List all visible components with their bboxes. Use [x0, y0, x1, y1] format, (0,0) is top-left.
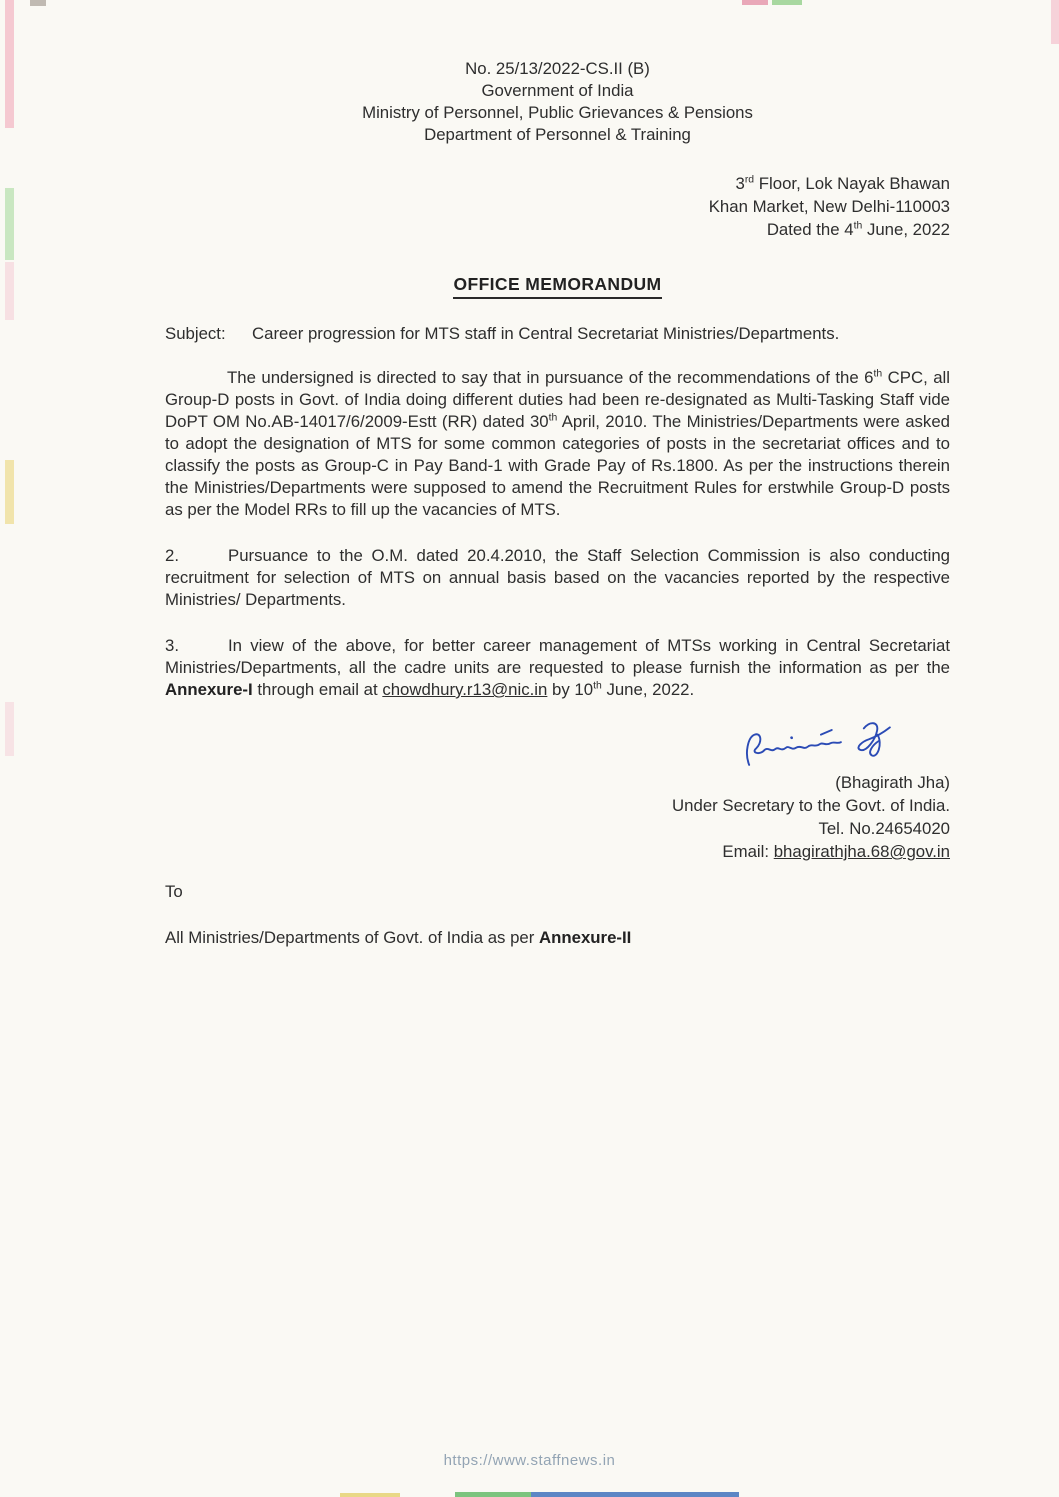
- scan-artifact: [5, 0, 14, 128]
- address-line-city: Khan Market, New Delhi-110003: [708, 197, 950, 216]
- paragraph-text: through email at: [252, 680, 383, 699]
- annexure-1-reference: Annexure-I: [165, 680, 253, 699]
- signature-block: [165, 719, 950, 863]
- paragraph-text: by 10: [547, 680, 594, 699]
- scan-artifact: [340, 1493, 400, 1497]
- reference-number: No. 25/13/2022-CS.II (B): [465, 59, 650, 78]
- email-link[interactable]: chowdhury.r13@nic.in: [382, 680, 548, 699]
- org-line-department: Department of Personnel & Training: [424, 125, 691, 144]
- signatory-email-line: [165, 840, 950, 863]
- scan-artifact: [1051, 0, 1059, 44]
- paragraph-number: 2.: [165, 546, 179, 565]
- paragraph-text: April, 2010. The Ministries/Departments were asked to adopt the designation of MTS for some common categories of posts in the secretariat offices and to classify the posts as Group-C in Pay Band-1 with Grade Pay of Rs.1800. As per the instructions therein the Ministries/Departments were supposed to amend the Recruitment Rules for erstwhile Group-D posts as per the Model RRs to fill up the vacancies of MTS.: [165, 412, 950, 519]
- paragraph-text: CPC, all Group-D posts in Govt. of India doing different duties had been re-designated as Multi-Tasking Staff vide DoPT OM No.AB-14017/6/2009-Estt (RR) dated 30: [165, 368, 950, 431]
- distribution-line: [165, 927, 950, 949]
- watermark-url[interactable]: https://www.staffnews.in: [443, 1452, 616, 1469]
- superscript-ordinal: th: [873, 368, 883, 380]
- subject-text: Career progression for MTS staff in Central Secretariat Ministries/Departments.: [252, 324, 840, 343]
- scan-artifact: [742, 0, 768, 5]
- document-body: [165, 58, 950, 949]
- paragraph-text: Pursuance to the O.M. dated 20.4.2010, the Staff Selection Commission is also conducting recruitment for selection of MTS on annual basis based on the vacancies reported by the respective Ministries/ Departments.: [165, 546, 950, 609]
- superscript-ordinal: th: [548, 412, 558, 424]
- paragraph-3: [165, 635, 950, 701]
- scan-artifact: [455, 1492, 531, 1497]
- signatory-telephone: Tel. No.24654020: [818, 819, 950, 838]
- paragraph-2: [165, 545, 950, 611]
- org-line-government: Government of India: [481, 81, 634, 100]
- signatory-email-link[interactable]: bhagirathjha.68@gov.in: [773, 842, 950, 861]
- scan-artifact: [5, 702, 14, 756]
- paragraph-number: 3.: [165, 636, 179, 655]
- scan-artifact: [5, 262, 14, 320]
- scan-artifact: [772, 0, 802, 5]
- superscript-ordinal: rd: [744, 174, 755, 186]
- address-line-floor: [165, 172, 950, 195]
- scan-artifact: [5, 460, 14, 524]
- signatory-name: (Bhagirath Jha): [835, 773, 950, 792]
- address-block: [165, 172, 950, 241]
- paragraph-1: [165, 367, 950, 521]
- signature-handwritten: [165, 719, 922, 771]
- superscript-ordinal: th: [593, 680, 602, 692]
- title-row: [165, 273, 950, 299]
- date-text: June, 2022: [862, 220, 950, 239]
- date-text: Dated the 4: [766, 220, 854, 239]
- superscript-ordinal: th: [853, 220, 863, 232]
- paragraph-text: The undersigned is directed to say that in pursuance of the recommendations of the 6: [227, 368, 874, 387]
- signatory-designation: Under Secretary to the Govt. of India.: [672, 796, 950, 815]
- floor-text: Floor, Lok Nayak Bhawan: [754, 174, 950, 193]
- scan-artifact: [5, 188, 14, 260]
- scan-artifact: [531, 1492, 739, 1497]
- date-line: [165, 218, 950, 241]
- letterhead: [165, 58, 950, 146]
- scan-artifact: [30, 0, 46, 6]
- subject-line: [165, 323, 950, 345]
- email-label: Email:: [722, 842, 774, 861]
- floor-number: 3: [735, 174, 745, 193]
- distribution-text: All Ministries/Departments of Govt. of India as per: [165, 928, 539, 947]
- org-line-ministry: Ministry of Personnel, Public Grievances & Pensions: [362, 103, 753, 122]
- document-title: OFFICE MEMORANDUM: [453, 273, 661, 299]
- subject-label: Subject:: [165, 324, 226, 343]
- paragraph-text: In view of the above, for better career management of MTSs working in Central Secretariat Ministries/Departments, all the cadre units are requested to please furnish the information as per the: [165, 636, 950, 677]
- paragraph-text: June, 2022.: [601, 680, 695, 699]
- annexure-2-reference: Annexure-II: [539, 928, 632, 947]
- to-label: To: [165, 882, 183, 901]
